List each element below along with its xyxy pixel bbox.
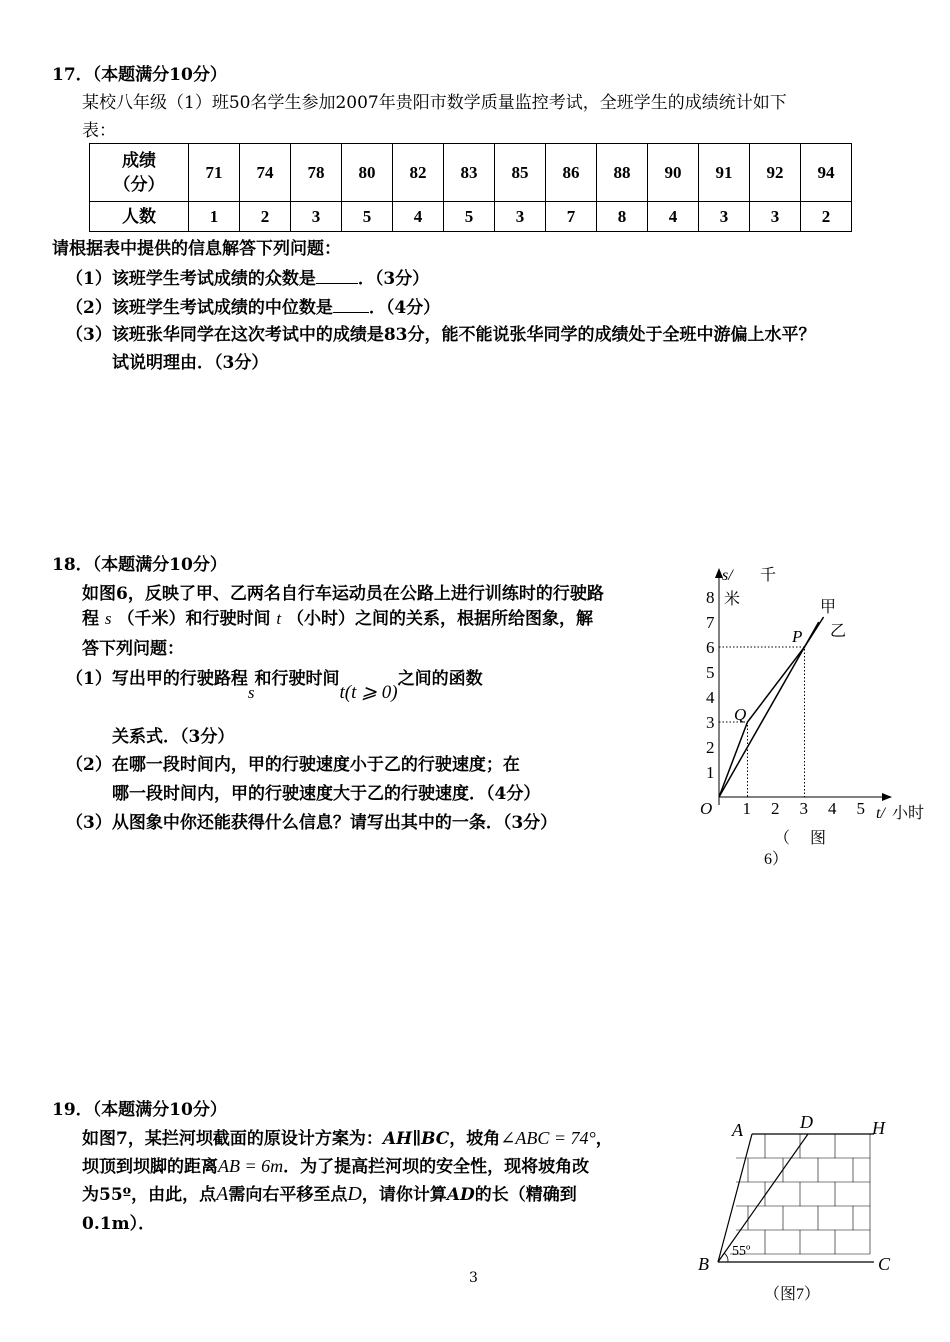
q19-line3: [82, 1182, 577, 1207]
score-cell: 92: [750, 144, 801, 202]
count-cell: 3: [750, 202, 801, 232]
x-tick-label: 3: [799, 799, 808, 818]
var-t: t: [276, 609, 282, 628]
page-number: 3: [469, 1270, 478, 1286]
angle-label: 55º: [732, 1244, 751, 1259]
q19-line2: [82, 1154, 589, 1179]
q18-part2-line2: 哪一段时间内，甲的行驶速度大于乙的行驶速度．（4分）: [112, 784, 541, 804]
score-cell: 83: [444, 144, 495, 202]
score-header-line1: 成绩: [122, 150, 156, 170]
q18-part1-a: （1）写出甲的行驶路程: [66, 669, 248, 689]
score-cell: 78: [291, 144, 342, 202]
q19-line2-b: ．为了提高拦河坝的安全性，现将坡角改: [283, 1157, 590, 1177]
count-cell: 3: [495, 202, 546, 232]
point-p-label: P: [792, 627, 803, 646]
score-cell: 91: [699, 144, 750, 202]
y-tick-label: 3: [706, 713, 715, 732]
score-cell: 80: [342, 144, 393, 202]
y-tick-label: 8: [706, 588, 715, 607]
q17-part1-text: （1）该班学生考试成绩的众数是: [66, 269, 316, 289]
q19-line1: [82, 1126, 613, 1151]
q17-part2-text: （2）该班学生考试成绩的中位数是: [66, 298, 333, 318]
q18-part3: （3）从图象中你还能获得什么信息？请写出其中的一条．（3分）: [66, 813, 558, 833]
q19-line3-b: 需向右平移至点: [228, 1185, 348, 1205]
formula-angle-abc: ∠ABC = 74°: [500, 1128, 596, 1148]
x-tick-label: 5: [856, 799, 865, 818]
q19-line1-d: ，: [595, 1129, 613, 1149]
point-d-label: D: [800, 1112, 813, 1132]
y-tick-label: 7: [706, 613, 715, 632]
y-tick-labels: [706, 588, 715, 782]
count-cell: 4: [648, 202, 699, 232]
figure-7-dam: [690, 1110, 915, 1310]
y-tick-label: 6: [706, 638, 715, 657]
var-s: s: [247, 683, 255, 702]
x-axis-arrow-icon: [882, 793, 892, 801]
q17-part3-line2: 试说明理由．（3分）: [112, 353, 269, 373]
q18-part1-line2: 关系式．（3分）: [112, 727, 235, 747]
x-axis-label: t/: [876, 805, 885, 822]
figure-6-graph: [688, 560, 940, 870]
q19-line1-c: ，坡角: [449, 1129, 501, 1149]
y-tick-label: 5: [706, 663, 715, 682]
q19-heading: 19．（本题满分10分）: [52, 1100, 227, 1120]
y-axis-label: s/: [722, 567, 733, 584]
formula-ab: AB = 6m: [218, 1156, 284, 1176]
slope-bd: [718, 1134, 808, 1262]
q18-part1-c: 之间的函数: [397, 669, 483, 689]
count-cell: 2: [801, 202, 852, 232]
q18-line2-b: （千米）和行驶时间: [117, 609, 271, 629]
point-h-label: H: [872, 1118, 885, 1138]
figure-6-caption-1: （ 图: [774, 830, 827, 847]
score-cell: 82: [393, 144, 444, 202]
angle-arc: [724, 1253, 728, 1262]
count-cell: 8: [597, 202, 648, 232]
figure-6-caption-2: 6）: [764, 851, 789, 868]
q18-line3: 答下列问题：: [82, 639, 184, 659]
brick-pattern: [730, 1134, 870, 1254]
q18-heading: 18．（本题满分10分）: [52, 555, 227, 575]
point-c-label: C: [878, 1254, 891, 1274]
q19-parallel: AH∥BC: [382, 1129, 450, 1149]
score-header-line2: （分）: [113, 174, 165, 194]
x-tick-label: 4: [828, 799, 837, 818]
count-cell: 5: [444, 202, 495, 232]
q17-prompt: 请根据表中提供的信息解答下列问题：: [52, 239, 341, 259]
series-yi-label: 乙: [830, 623, 847, 640]
q17-intro-line2: 表：: [82, 121, 116, 141]
x-tick-label: 1: [742, 799, 751, 818]
origin-label: O: [700, 799, 713, 818]
score-cell: 94: [801, 144, 852, 202]
count-row-header: 人数: [90, 202, 189, 232]
y-tick-label: 4: [706, 688, 715, 707]
q19-line2-a: 坝顶到坝脚的距离: [82, 1157, 218, 1177]
count-cell: 2: [240, 202, 291, 232]
y-axis-unit-2: 米: [724, 591, 741, 608]
q17-part2-points: ．（4分）: [368, 298, 441, 318]
score-cell: 71: [189, 144, 240, 202]
point-b-label: B: [698, 1254, 709, 1274]
score-cell: 90: [648, 144, 699, 202]
q18-line1: 如图6，反映了甲、乙两名自行车运动员在公路上进行训练时的行驶路: [82, 584, 604, 604]
q18-line2-a: 程: [82, 609, 99, 629]
answer-blank[interactable]: [333, 294, 369, 313]
figure-7-caption: （图7）: [764, 1286, 821, 1303]
q18-line2-c: （小时）之间的关系，根据所给图象，解: [287, 609, 594, 629]
q19-line3-d: 的长（精确到: [474, 1185, 577, 1205]
count-cell: 3: [291, 202, 342, 232]
score-row-header: [90, 144, 189, 202]
q17-part1-points: ．（3分）: [357, 269, 430, 289]
score-cell: 86: [546, 144, 597, 202]
q19-line1-a: 如图7，某拦河坝截面的原设计方案为：: [82, 1129, 383, 1149]
y-axis-unit-1: 千: [760, 567, 777, 584]
q17-part3-line1: （3）该班张华同学在这次考试中的成绩是83分，能不能说张华同学的成绩处于全班中游偏上水平？: [66, 325, 816, 345]
var-s: s: [104, 609, 112, 628]
count-cell: 7: [546, 202, 597, 232]
slope-ab: [718, 1134, 752, 1262]
q17-part1: [66, 265, 429, 291]
q19-line4: 0.1m）．: [82, 1214, 156, 1234]
q19-line3-c: ，请你计算: [361, 1185, 447, 1205]
q18-part1-b: 和行驶时间: [254, 669, 340, 689]
score-cell: 88: [597, 144, 648, 202]
x-axis-unit: 小时: [892, 805, 925, 822]
q17-part2: [66, 294, 440, 320]
count-cell: 3: [699, 202, 750, 232]
q18-line2: [82, 607, 593, 631]
count-cell: 1: [189, 202, 240, 232]
y-tick-label: 2: [706, 738, 715, 757]
formula-t-nonneg: t(t ⩾ 0): [339, 682, 398, 703]
count-cell: 5: [342, 202, 393, 232]
y-tick-label: 1: [706, 763, 715, 782]
q17-heading: 17．（本题满分10分）: [52, 65, 227, 85]
score-table: [89, 143, 852, 232]
q19-line3-a: 为55º，由此，点: [82, 1185, 217, 1205]
score-cell: 74: [240, 144, 291, 202]
point-a-label: A: [732, 1120, 743, 1140]
count-cell: 4: [393, 202, 444, 232]
x-tick-labels: [743, 799, 866, 818]
score-cell: 85: [495, 144, 546, 202]
q17-intro-line1: 某校八年级（1）班50名学生参加2007年贵阳市数学质量监控考试，全班学生的成绩统计如下: [82, 93, 787, 113]
var-ad: AD: [446, 1185, 475, 1205]
var-d: D: [347, 1183, 362, 1205]
x-tick-label: 2: [771, 799, 780, 818]
series-jia-label: 甲: [820, 599, 837, 616]
var-a: A: [216, 1183, 229, 1205]
q18-part2-line1: （2）在哪一段时间内，甲的行驶速度小于乙的行驶速度；在: [66, 755, 520, 775]
answer-blank[interactable]: [316, 265, 358, 284]
q18-part1-line1: [66, 667, 483, 703]
point-q-label: Q: [734, 705, 747, 724]
